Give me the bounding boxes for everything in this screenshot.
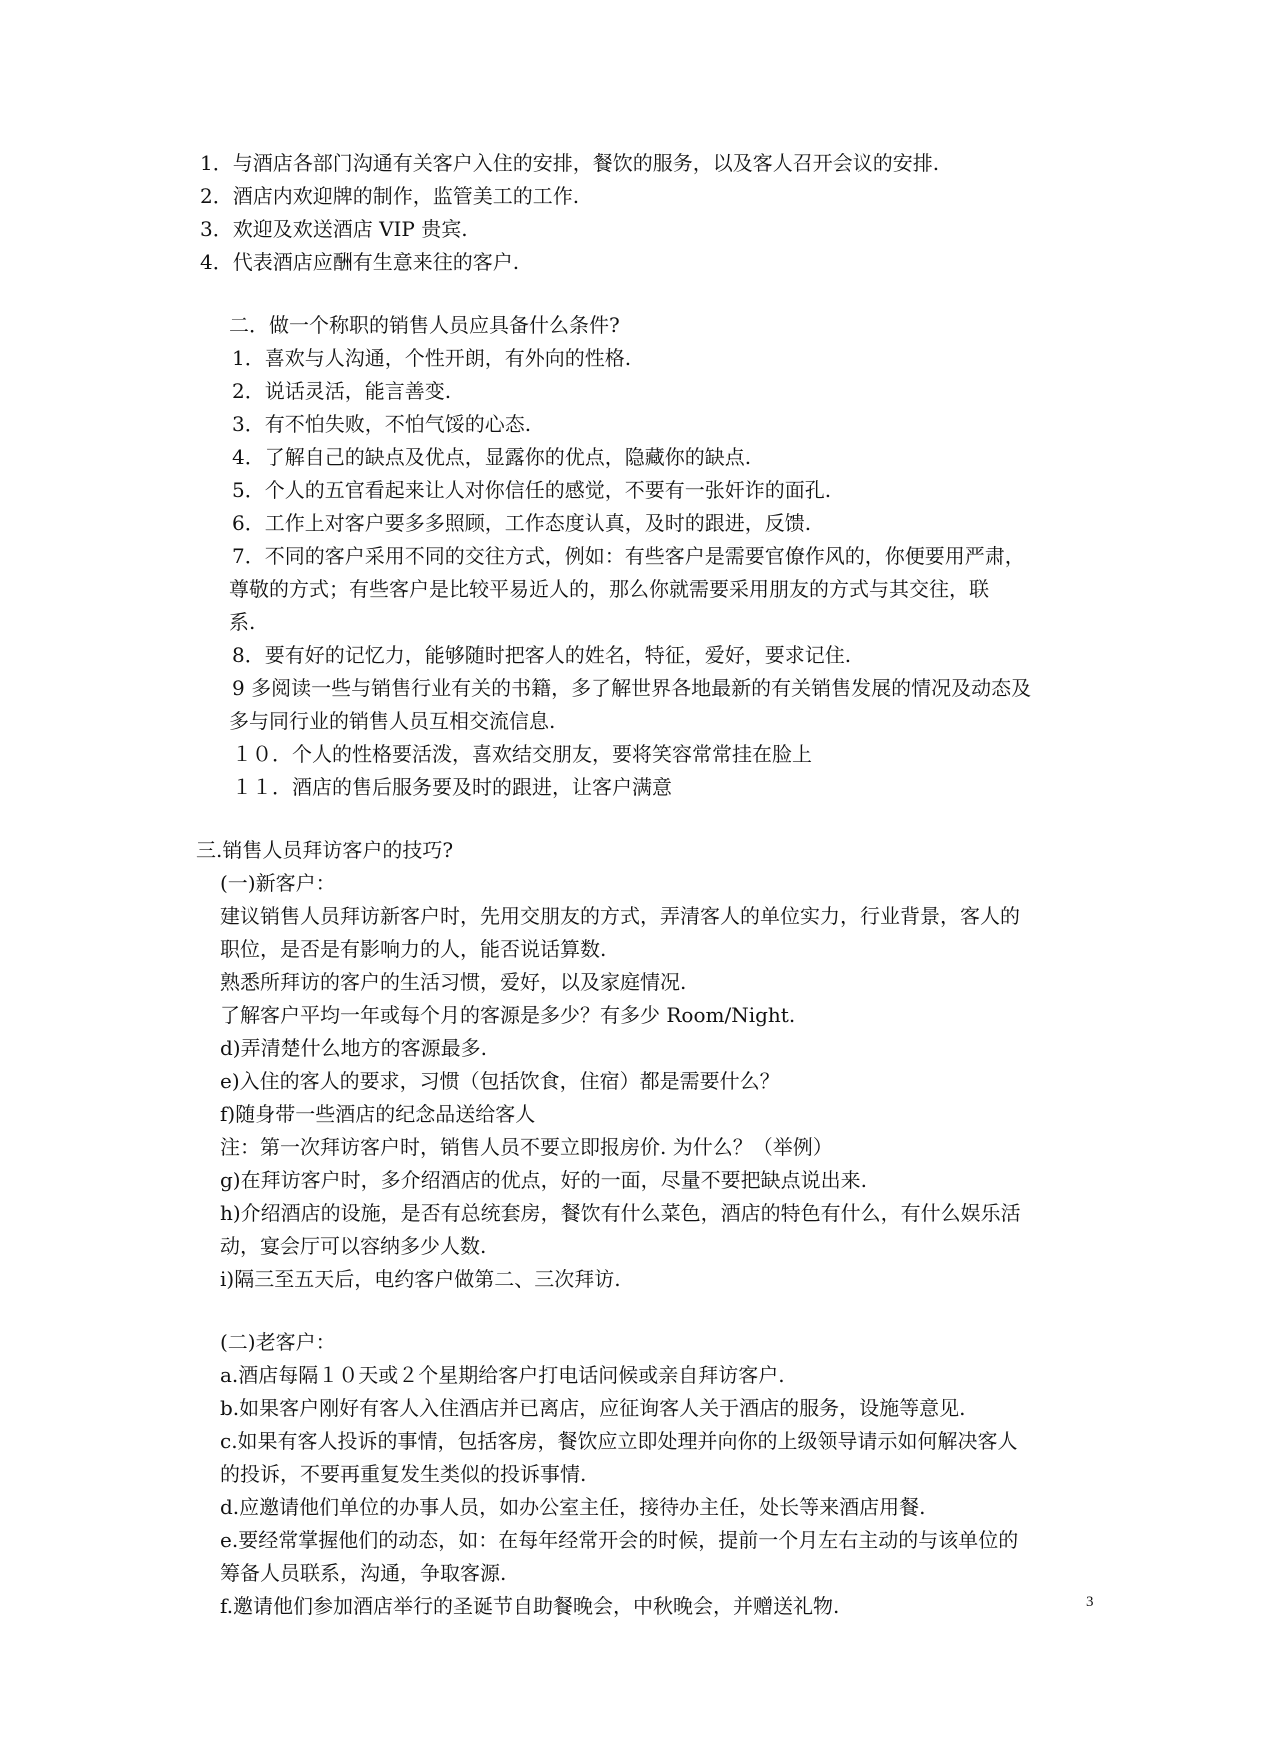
subsection-heading: (一)新客户： [220,871,336,895]
list-item: 3．欢迎及欢送酒店 VIP 贵宾. [200,217,468,241]
list-item: 7．不同的客户采用不同的交往方式，例如：有些客户是需要官僚作风的，你便要用严肃， [232,544,1025,568]
list-item: 2．酒店内欢迎牌的制作，监管美工的工作. [200,184,580,208]
list-item: 熟悉所拜访的客户的生活习惯，爱好，以及家庭情况. [220,970,687,994]
list-item: f)随身带一些酒店的纪念品送给客人 [220,1102,536,1126]
list-item: 2．说话灵活，能言善变. [232,379,452,403]
list-item: c.如果有客人投诉的事情，包括客房，餐饮应立即处理并向你的上级领导请示如何解决客人 [220,1429,1018,1453]
list-item: 1．喜欢与人沟通，个性开朗，有外向的性格. [232,346,632,370]
list-item: 1．与酒店各部门沟通有关客户入住的安排，餐饮的服务，以及客人召开会议的安排. [200,151,940,175]
list-item: １０．个人的性格要活泼，喜欢结交朋友，要将笑容常常挂在脸上 [232,742,812,766]
list-item: 职位，是否是有影响力的人，能否说话算数. [220,937,607,961]
note-line: 注：第一次拜访客户时，销售人员不要立即报房价. 为什么？（举例） [220,1135,833,1159]
section-heading: 三.销售人员拜访客户的技巧? [196,838,454,862]
page-number: 3 [1086,1594,1094,1610]
list-item: 的投诉，不要再重复发生类似的投诉事情. [220,1462,587,1486]
list-item: 建议销售人员拜访新客户时，先用交朋友的方式，弄清客人的单位实力，行业背景，客人的 [220,904,1020,928]
list-item: i)隔三至五天后，电约客户做第二、三次拜访. [220,1267,621,1291]
list-item: e)入住的客人的要求，习惯（包括饮食，住宿）都是需要什么？ [220,1069,780,1093]
list-item: １１．酒店的售后服务要及时的跟进，让客户满意 [232,775,672,799]
list-item: 9 多阅读一些与销售行业有关的书籍，多了解世界各地最新的有关销售发展的情况及动态及 [232,676,1032,700]
list-item: e.要经常掌握他们的动态，如：在每年经常开会的时候，提前一个月左右主动的与该单位的 [220,1528,1019,1552]
list-item: d.应邀请他们单位的办事人员，如办公室主任，接待办主任，处长等来酒店用餐. [220,1495,926,1519]
list-item: 3．有不怕失败，不怕气馁的心态. [232,412,532,436]
list-item: 4．代表酒店应酬有生意来往的客户. [200,250,520,274]
list-item: 5．个人的五官看起来让人对你信任的感觉，不要有一张奸诈的面孔. [232,478,832,502]
section-heading: 二．做一个称职的销售人员应具备什么条件? [229,313,620,337]
list-item: 多与同行业的销售人员互相交流信息. [229,709,556,733]
list-item: 筹备人员联系，沟通，争取客源. [220,1561,507,1585]
list-item: d)弄清楚什么地方的客源最多. [220,1036,487,1060]
list-item: f.邀请他们参加酒店举行的圣诞节自助餐晚会，中秋晚会，并赠送礼物. [220,1594,840,1618]
list-item: 尊敬的方式；有些客户是比较平易近人的，那么你就需要采用朋友的方式与其交往，联 [229,577,989,601]
list-item: g)在拜访客户时，多介绍酒店的优点，好的一面，尽量不要把缺点说出来. [220,1168,867,1192]
list-item: h)介绍酒店的设施，是否有总统套房，餐饮有什么菜色，酒店的特色有什么，有什么娱乐活 [220,1201,1021,1225]
subsection-heading: (二)老客户： [220,1330,336,1354]
list-item: 了解客户平均一年或每个月的客源是多少？有多少 Room/Night. [220,1003,796,1027]
list-item: 4．了解自己的缺点及优点，显露你的优点，隐藏你的缺点. [232,445,752,469]
list-item: a.酒店每隔１０天或２个星期给客户打电话问候或亲自拜访客户. [220,1363,785,1387]
list-item: 6．工作上对客户要多多照顾，工作态度认真，及时的跟进，反馈. [232,511,812,535]
list-item: 动，宴会厅可以容纳多少人数. [220,1234,487,1258]
list-item: 系. [229,610,256,634]
list-item: 8．要有好的记忆力，能够随时把客人的姓名，特征，爱好，要求记住. [232,643,852,667]
list-item: b.如果客户刚好有客人入住酒店并已离店，应征询客人关于酒店的服务，设施等意见. [220,1396,966,1420]
